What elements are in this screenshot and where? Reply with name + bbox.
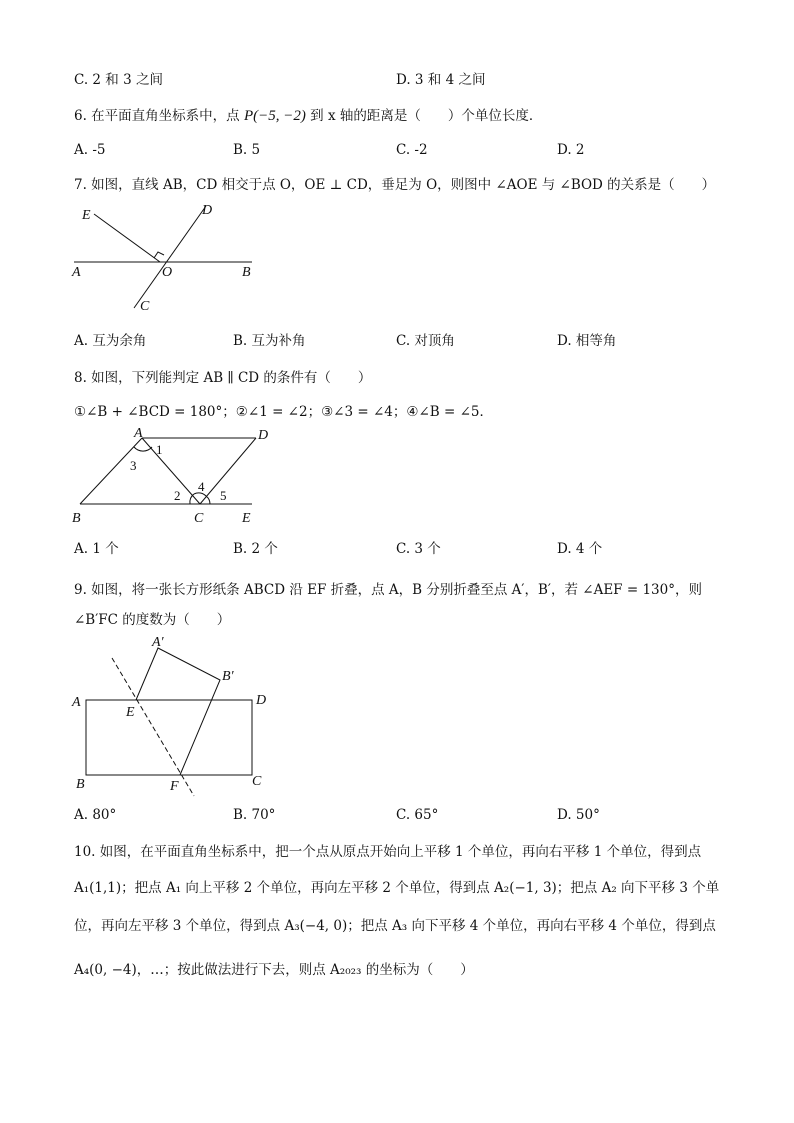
label-e: E <box>126 705 135 720</box>
q6-option-d: D. 2 <box>557 142 585 158</box>
q7-stem: 7. 如图，直线 AB，CD 相交于点 O，OE ⊥ CD，垂足为 O，则图中 ∠AOE 与 ∠BOD 的关系是（ ） <box>74 177 716 193</box>
q7-option-a: A. 互为余角 <box>74 333 147 349</box>
folded-strip <box>136 648 220 775</box>
q8-option-b: B. 2 个 <box>233 541 278 557</box>
q9-option-d: D. 50° <box>557 807 600 823</box>
rectangle-abcd <box>86 700 252 775</box>
angle-label-1: 1 <box>156 442 163 457</box>
label-o: O <box>162 265 173 280</box>
q7-option-d: D. 相等角 <box>557 333 617 349</box>
label-c: C <box>252 774 262 789</box>
q9-figure <box>66 630 276 800</box>
q9-option-a: A. 80° <box>74 807 117 823</box>
angle-label-5: 5 <box>220 488 227 503</box>
angle-arc-a <box>134 447 152 451</box>
q5-option-c: C. 2 和 3 之间 <box>74 72 163 88</box>
label-a: A <box>72 265 81 280</box>
angle-label-2: 2 <box>174 488 181 503</box>
q6-stem <box>74 104 542 125</box>
label-a: A <box>134 426 143 441</box>
label-d: D <box>258 428 269 443</box>
q6-option-a: A. -5 <box>74 142 106 158</box>
q7-figure <box>66 198 266 316</box>
q8-option-c: C. 3 个 <box>396 541 441 557</box>
label-b: B <box>242 265 251 280</box>
q10-line3: 位，再向左平移 3 个单位，得到点 A₃(−4, 0)；把点 A₃ 向下平移 4 个单位，再向右平移 4 个单位，得到点 <box>74 918 716 934</box>
q9-option-b: B. 70° <box>233 807 276 823</box>
label-b-prime: B′ <box>222 669 234 684</box>
q6-option-b: B. 5 <box>233 142 261 158</box>
label-f: F <box>170 779 179 794</box>
label-b: B <box>72 511 81 526</box>
q8-option-a: A. 1 个 <box>74 541 119 557</box>
q8-option-d: D. 4 个 <box>557 541 603 557</box>
line-cd <box>134 206 206 308</box>
angle-label-3: 3 <box>130 458 137 473</box>
q6-option-c: C. -2 <box>396 142 428 158</box>
q6-stem-suffix: 到 x 轴的距离是（ ）个单位长度． <box>310 108 543 124</box>
angle-arc-5 <box>206 496 210 504</box>
q10-line2: A₁(1,1)；把点 A₁ 向上平移 2 个单位，再向左平移 2 个单位，得到点 A₂(−1, 3)；把点 A₂ 向下平移 3 个单 <box>74 880 720 896</box>
q8-stem: 8. 如图，下列能判定 AB ∥ CD 的条件有（ ） <box>74 370 372 386</box>
q9-stem-line2: ∠B′FC 的度数为（ ） <box>74 612 231 628</box>
q6-point: P(−5, −2) <box>243 108 306 124</box>
q7-option-c: C. 对顶角 <box>396 333 455 349</box>
label-d: D <box>202 203 213 218</box>
q7-option-b: B. 互为补角 <box>233 333 306 349</box>
q6-stem-prefix: 6. 在平面直角坐标系中，点 <box>74 108 240 124</box>
angle-label-4: 4 <box>198 479 205 494</box>
q8-figure <box>66 424 276 528</box>
label-d: D <box>256 693 267 708</box>
label-a: A <box>72 695 81 710</box>
ray-oe <box>94 214 160 262</box>
q10-line1: 10. 如图，在平面直角坐标系中，把一个点从原点开始向上平移 1 个单位，再向右平移 1 个单位，得到点 <box>74 844 702 860</box>
q9-option-c: C. 65° <box>396 807 439 823</box>
label-e: E <box>242 511 251 526</box>
label-b: B <box>76 777 85 792</box>
right-angle-mark <box>154 252 164 258</box>
q9-stem-line1: 9. 如图，将一张长方形纸条 ABCD 沿 EF 折叠，点 A，B 分别折叠至点 A′，B′，若 ∠AEF = 130°，则 <box>74 582 702 598</box>
q8-conditions: ①∠B + ∠BCD = 180°；②∠1 = ∠2；③∠3 = ∠4；④∠B = ∠5． <box>74 404 494 420</box>
q10-line4: A₄(0, −4)，…；按此做法进行下去，则点 A₂₀₂₃ 的坐标为（ ） <box>74 962 474 978</box>
angle-arc-2 <box>190 494 194 504</box>
q5-option-d: D. 3 和 4 之间 <box>396 72 486 88</box>
label-e: E <box>82 208 91 223</box>
label-c: C <box>194 511 204 526</box>
segment-cd <box>200 438 256 504</box>
label-c: C <box>140 299 150 314</box>
label-a-prime: A′ <box>152 635 164 650</box>
